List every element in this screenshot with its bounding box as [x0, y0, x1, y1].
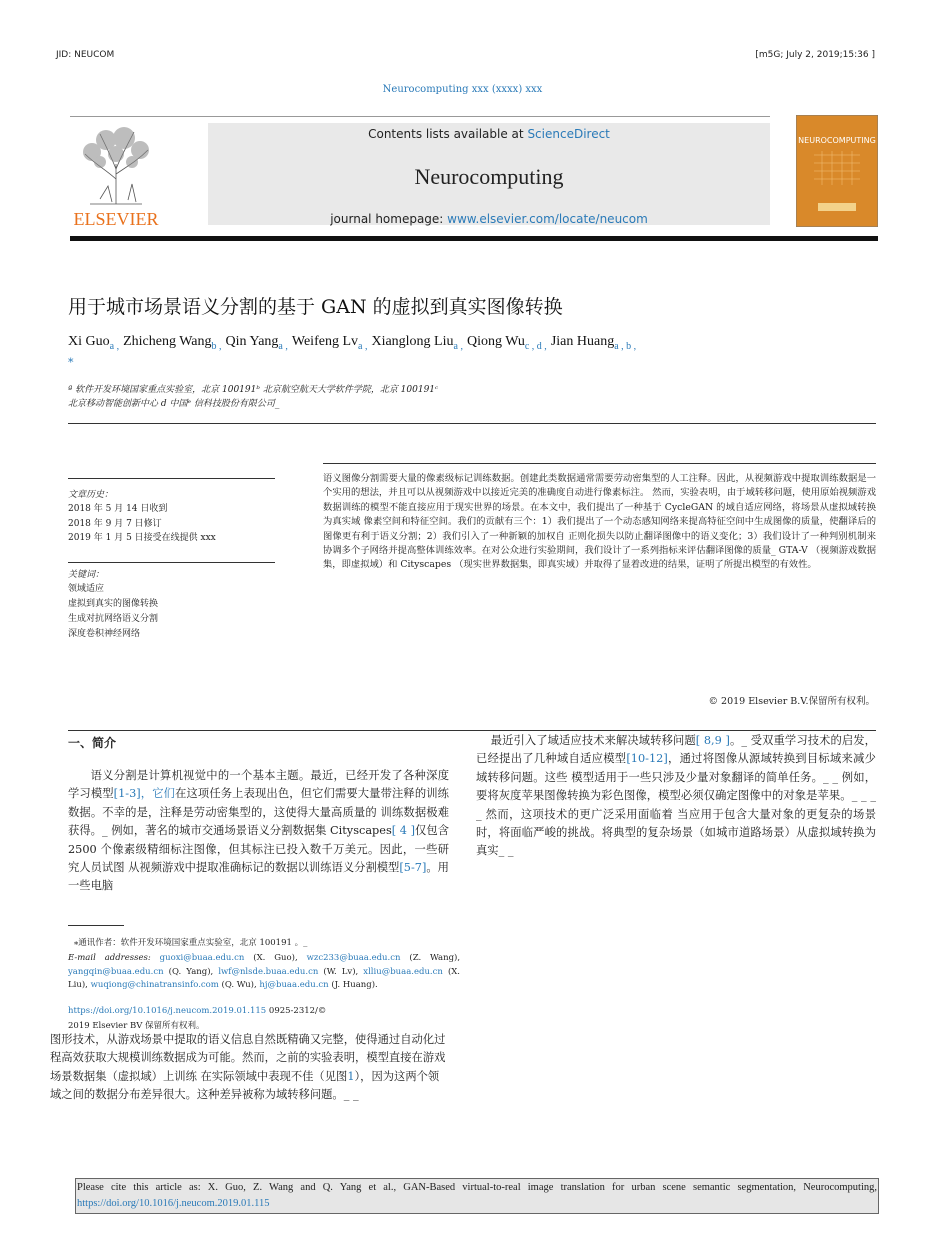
elsevier-tree-icon [70, 124, 162, 228]
figure-ref[interactable]: 1 [347, 1069, 355, 1083]
body-text: 。_ 受双重学习技术的启发，已经提出了几种域自适应模型 [476, 734, 876, 766]
email-link[interactable]: lwf@nlsde.buaa.edu.cn [218, 966, 319, 977]
corresponding-author-mark[interactable]: * [68, 356, 74, 369]
body-text: 图形技术，从游戏场景中提取的语义信息自然既精确又完整，使得通过自动化过程高效获取大规模训练数据成为可能。然而，之前的实验表明，模型直接在游戏场景数据集（虚拟域）上训练 在实际领域中表现不佳（见图 [50, 1033, 446, 1083]
author-name[interactable]: Xianglong Liu [371, 334, 454, 349]
author-list [68, 334, 640, 352]
body-text: 在这项任务上表现出色，但它们需要大量带注释的训练数据。不幸的是，注释是劳动密集型的，这使得大量高质量的 训练数据极难获得。_ 例如，著名的城市交通场景语义分割数据集 Cityscapes [68, 787, 449, 838]
copyright-notice: © 2019 Elsevier B.V.保留所有权利。 [708, 696, 875, 707]
email-link[interactable]: wzc233@buaa.edu.cn [306, 953, 401, 963]
email-owner: (Q. Yang), [168, 966, 214, 977]
history-heading: 文章历史： [68, 490, 114, 500]
issn: 0925-2312/© [266, 1006, 327, 1016]
body-column-left [68, 767, 449, 896]
citation-ref[interactable]: [1-3]，它们 [113, 787, 176, 801]
header-thick-divider [70, 236, 878, 241]
email-owner: (W. Lv), [323, 966, 359, 977]
keywords-heading: 关键词： [68, 570, 105, 580]
body-column-right [476, 732, 876, 861]
email-owner: (J. Huang). [331, 980, 378, 990]
email-footnote [68, 952, 460, 993]
body-text: 语义分割是计算机视觉中的一个基本主题。最近，已经开发了各种深度学习模型 [68, 769, 449, 801]
journal-name: Neurocomputing [414, 164, 564, 189]
elsevier-wordmark: ELSEVIER [73, 209, 159, 228]
author-affiliation-marker[interactable]: b , [211, 340, 222, 352]
author-affiliation-marker[interactable]: a , [358, 340, 368, 352]
email-label: E-mail addresses: [68, 953, 151, 963]
citation-ref[interactable]: [ 8,9 ] [695, 734, 730, 747]
author-name[interactable]: Qin Yang [225, 334, 279, 349]
affiliations: ª 软件开发环境国家重点实验室，北京 100191ᵇ 北京航空航天大学软件学院，北京 100191ᶜ 北京移动智能创新中心 d 中国ᵉ 信科技股份有限公司_ [68, 385, 439, 409]
homepage-link[interactable]: www.elsevier.com/locate/neucom [447, 212, 648, 226]
keyword: 虚拟到真实的图像转换 [68, 599, 159, 609]
body-text: ），因为这两个领域之间的数据分布差异很大。这种差异被称为域转移问题。_ _ [50, 1069, 440, 1101]
email-link[interactable]: wuqiong@chinatransinfo.com [90, 980, 219, 990]
cover-title: NEUROCOMPUTING [798, 136, 876, 145]
citation-text: Please cite this article as: X. Guo, Z. Wang and Q. Yang et al., GAN-Based virtual-to-real image translation for urban scene semantic segmentation, Neurocomputing, [77, 1182, 877, 1193]
contents-line [208, 127, 770, 141]
email-owner: (Q. Wu), [221, 980, 257, 990]
body-text: 。用一些电脑 [68, 861, 449, 893]
citation-ref[interactable]: [ 4 ] [391, 824, 416, 838]
doi-block [68, 1004, 326, 1033]
divider [68, 730, 876, 731]
citation-box [75, 1178, 879, 1214]
email-link[interactable]: hj@buaa.edu.cn [259, 980, 329, 990]
body-text: 最近引入了域适应技术来解决域转移问题 [490, 734, 696, 747]
divider [323, 463, 876, 464]
author-affiliation-marker[interactable]: a , b , [614, 340, 637, 352]
history-list [68, 502, 216, 546]
citation-doi-link[interactable]: https://doi.org/10.1016/j.neucom.2019.01.115 [77, 1197, 270, 1209]
corresponding-footnote: ⁎通讯作者：软件开发环境国家重点实验室，北京 100191 。_ [74, 938, 308, 948]
journal-reference[interactable] [0, 84, 925, 95]
abstract-text: 语义图像分割需要大量的像素级标记训练数据。创建此类数据通常需要劳动密集型的人工注释。因此，从视频游戏中提取训练数据是一个实用的想法，并且可以从视频游戏中以接近完美的准确度自动进行像素标注。 然而，实验表明，由于域转移问题，使用原始视频游戏数据训练的模型不能直接应用于现实世界的场景。在本文中，我们提出了一种基于 CycleGAN 的域自适应网络，将场景从虚拟域转换为真实域 像素空间和特征空间。我们的贡献有三个：1）我们提出了一个动态感知网络来提高特征空间中生成图像的质量，使翻译后的图像更有利于语义分割；2）我们引入了一种新颖的加权自 正则化损失以防止翻译图像中的语义变化；3）我们设计了一种判别机制来协调多个子网络并提高整体训练效率。在对公众进行实验期间，我们设计了一系列指标来评估翻译图像的质量_ GTA-V （视频游戏数据集，即虚拟域）和 Cityscapes （现实世界数据集，即真实域）并取得了显着改进的结果，证明了所提出模型的有效性。 [323, 473, 876, 571]
author-affiliation-marker[interactable]: a , [453, 340, 463, 352]
author-affiliation-marker[interactable]: c , d , [524, 340, 547, 352]
citation-ref[interactable]: [5-7] [399, 861, 427, 875]
author-name[interactable]: Weifeng Lv [291, 334, 358, 349]
homepage-prefix: journal homepage: [330, 212, 448, 226]
email-link[interactable]: xlliu@buaa.edu.cn [363, 966, 443, 977]
doi-link[interactable]: https://doi.org/10.1016/j.neucom.2019.01.115 [68, 1006, 267, 1016]
keyword: 领域适应 [68, 584, 105, 594]
email-link[interactable]: guoxi@buaa.edu.cn [159, 953, 245, 963]
email-owner: (X. Liu), [68, 966, 461, 990]
footnote-divider [68, 925, 124, 926]
email-link[interactable]: yangqin@buaa.edu.cn [68, 966, 164, 977]
sciencedirect-link[interactable]: ScienceDirect [527, 127, 610, 141]
elsevier-logo [70, 124, 162, 228]
timestamp-label: [m5G; July 2, 2019;15:36 ] [755, 50, 875, 60]
history-item: 2018 年 5 月 14 日收到 [68, 504, 168, 514]
divider [68, 562, 275, 563]
journal-cover-icon [796, 115, 878, 227]
author-affiliation-marker[interactable]: a , [109, 340, 120, 352]
rights-text: 2019 Elsevier BV 保留所有权利。 [68, 1020, 205, 1031]
body-text: ，通过将图像从源域转换到目标域来减少域转移问题。这些 模型适用于一些只涉及少量对象翻译的简单任务。_ _ 例如，要将灰度苹果图像转换为彩色图像，模型必须仅确定图像中的对象是苹果。_ _ _ _ 然而，这项技术的更广泛采用面临着 当应用于包含大量对象的更复杂的场景时，将面临严峻的挑战。将典型的复杂场景（如城市道路场景）从虚拟域转换为真实_ _ [476, 752, 876, 858]
keyword: 深度卷积神经网络 [68, 629, 141, 639]
author-name[interactable]: Qiong Wu [466, 334, 525, 349]
journal-cover-thumbnail[interactable] [796, 115, 878, 227]
journal-reference-text[interactable]: Neurocomputing xxx (xxxx) xxx [382, 84, 543, 95]
body-continuation [50, 1031, 450, 1104]
email-owner: (Z. Wang), [409, 953, 461, 963]
history-item: 2019 年 1 月 5 日接受在线提供 xxx [68, 533, 216, 543]
top-divider [70, 116, 770, 117]
section-heading: 一、简介 [68, 736, 117, 750]
body-text: 仅包含 2500 个像素级精细标注图像，但其标注已投入数千万美元。因此，一些研究人员试图 从视频游戏中提取准确标记的数据以训练语义分割模型 [68, 824, 449, 875]
article-title: 用于城市场景语义分割的基于 GAN 的虚拟到真实图像转换 [68, 296, 563, 318]
citation-ref[interactable]: [10-12] [626, 752, 668, 766]
keyword: 生成对抗网络语义分割 [68, 614, 159, 624]
author-name[interactable]: Xi Guo [68, 334, 110, 349]
email-owner: (X. Guo), [253, 953, 298, 963]
jid-label: JID: NEUCOM [56, 50, 115, 60]
keyword-list [68, 582, 158, 642]
author-name[interactable]: Zhicheng Wang [123, 334, 212, 349]
contents-prefix: Contents lists available at [368, 127, 528, 141]
author-name[interactable]: Jian Huang [550, 334, 615, 349]
divider [68, 478, 275, 479]
author-affiliation-marker[interactable]: a , [278, 340, 288, 352]
homepage-line [208, 212, 770, 226]
divider [68, 423, 876, 424]
history-item: 2018 年 9 月 7 日修订 [68, 518, 162, 529]
